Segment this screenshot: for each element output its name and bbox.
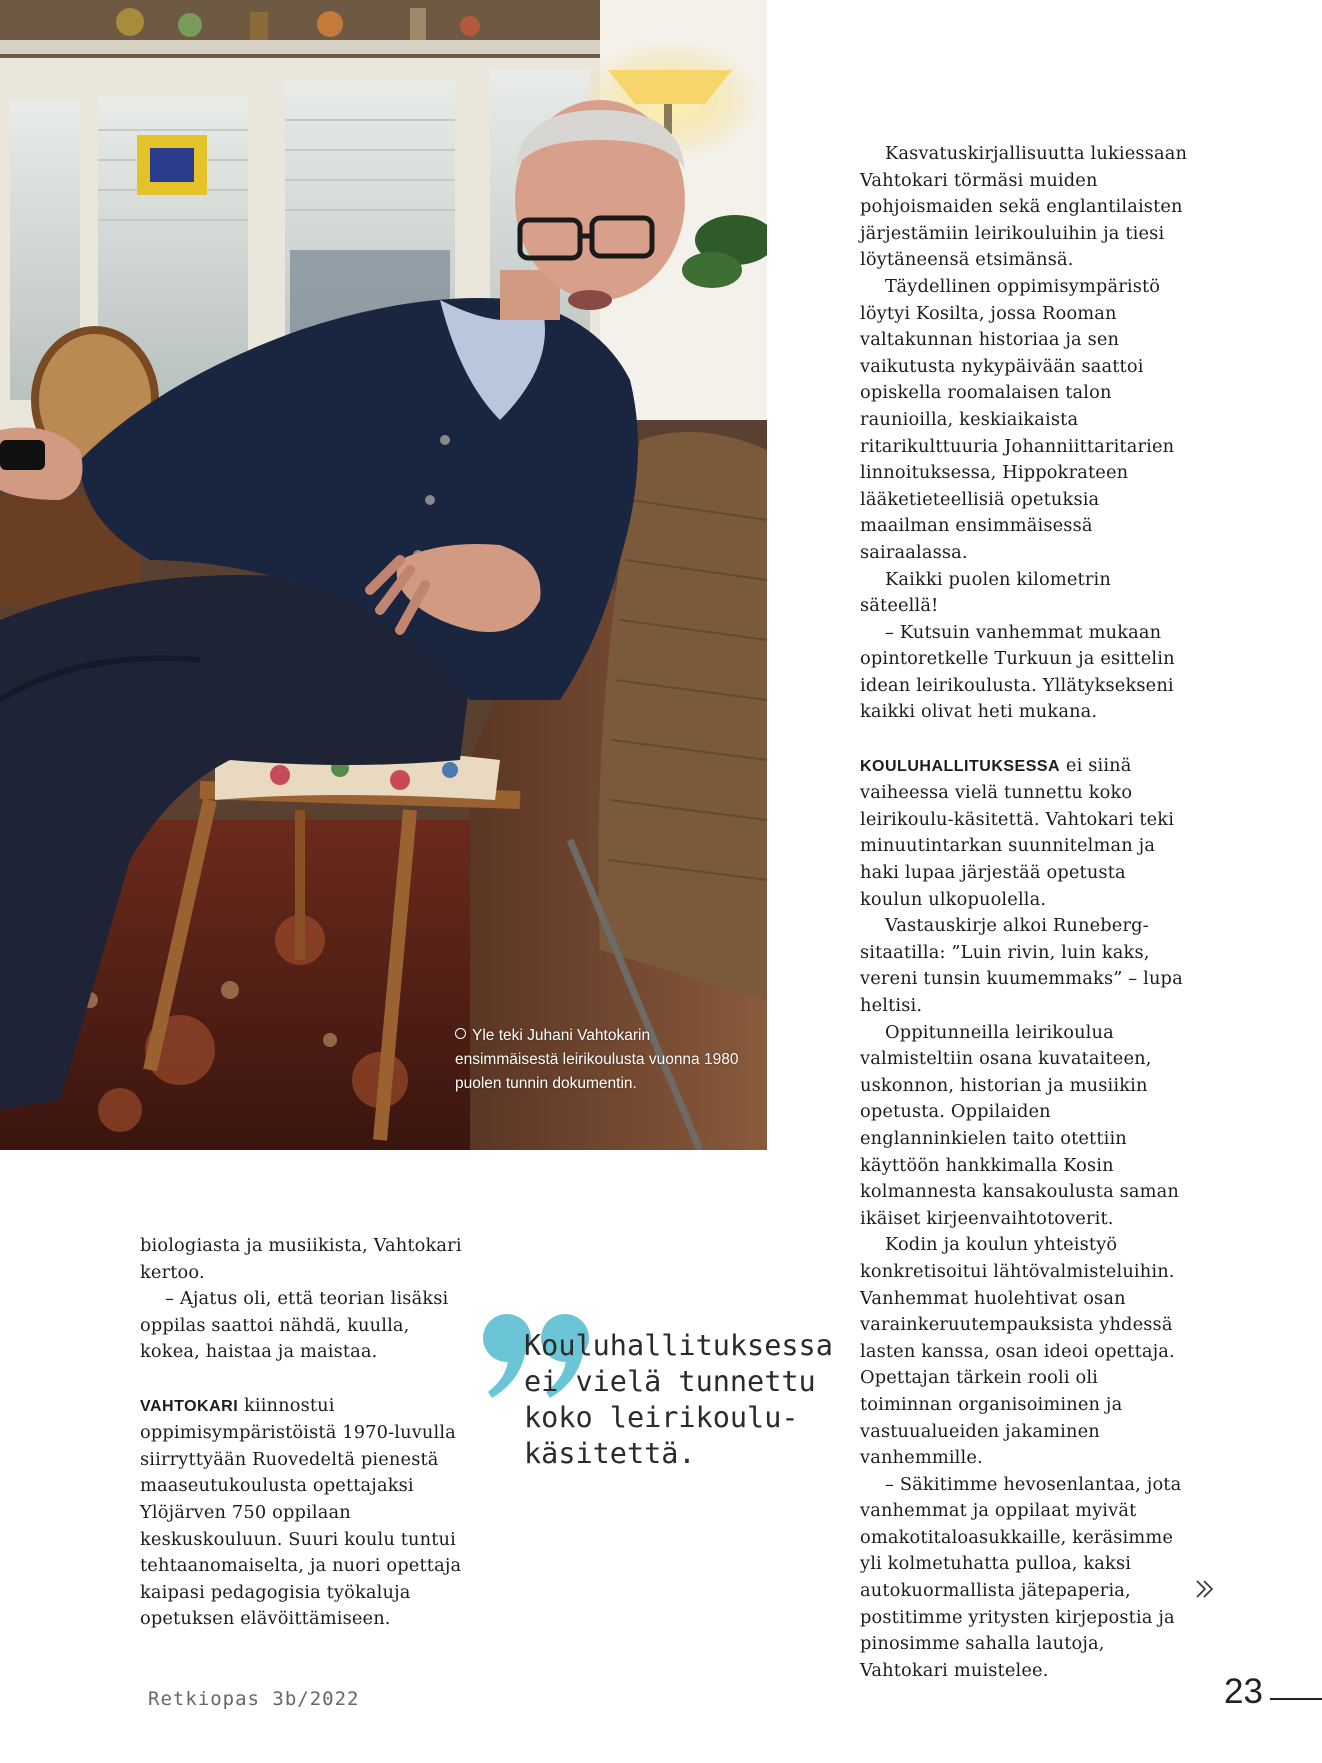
caption-bullet-icon xyxy=(455,1028,466,1039)
section-lead-word: VAHTOKARI xyxy=(140,1397,239,1415)
paragraph-text: ei siinä vaiheessa vielä tunnettu koko leirikoulu-käsitettä. Vahtokari teki minuutintarkan suunnitelman ja haki lupaa järjestää opetusta koulun ulkopuolella. xyxy=(860,754,1175,910)
paragraph: Oppitunneilla leirikoulua valmisteltiin osana kuvataiteen, uskonnon, historian ja musiikin opetusta. Oppilaiden englanninkielen taito otettiin käyttöön hankkimalla Kosin kolmannesta kansakoulusta saman ikäiset kirjeenvaihtotoverit. xyxy=(860,1021,1180,1229)
paragraph: – Ajatus oli, että teorian lisäksi oppilas saattoi nähdä, kuulla, kokea, haistaa ja maistaa. xyxy=(140,1288,449,1363)
photo-caption xyxy=(455,1024,755,1096)
article-photo xyxy=(0,0,767,1150)
paragraph: Täydellinen oppimisympäristö löytyi Kosilta, jossa Rooman valtakunnan historiaa ja sen vaikutusta nykypäivään saattoi opiskella roomalaisen talon raunioilla, keskiaikaista ritarikulttuuria Johanniittaritarien linnoituksessa, Hippokrateen lääketieteellisiä opetuksia maailman ensimmäisessä sairaalassa. xyxy=(860,275,1175,563)
caption-text: Yle teki Juhani Vahtokarin ensimmäisestä leirikoulusta vuonna 1980 puolen tunnin dokumentin. xyxy=(455,1027,739,1092)
pull-quote: Kouluhallituksessa ei vielä tunnettu koko leirikoulu- käsitettä. xyxy=(524,1329,833,1470)
paragraph: Kasvatuskirjallisuutta lukiessaan Vahtokari törmäsi muiden pohjoismaiden sekä englantilaisten järjestämiin leirikouluihin ja tiesi löytäneensä etsimänsä. xyxy=(860,143,1188,271)
article-column-left xyxy=(140,1233,470,1633)
paragraph: Vastauskirje alkoi Runeberg-sitaatilla: ”Luin rivin, luin kaks, vereni tunsin kuumemmaks” – lupa heltisi. xyxy=(860,915,1183,1016)
publication-folio: Retkiopas 3b/2022 xyxy=(148,1688,360,1710)
section-lead-word: KOULUHALLITUKSESSA xyxy=(860,757,1061,775)
double-chevron-right-icon xyxy=(1194,1578,1216,1600)
page-number: 23 xyxy=(1224,1672,1263,1711)
paragraph: – Säkitimme hevosenlantaa, jota vanhemmat ja oppilaat myivät omakotitaloasukkaille, keräsimme yli kolmetuhatta pulloa, kaksi autokuormallista jätepaperia, postitimme yritysten kirjepostia ja pinosimme sahalla lautoja, Vahtokari muistelee. xyxy=(860,1473,1182,1681)
paragraph: Kodin ja koulun yhteistyö konkretisoitui lähtövalmisteluihin. Vanhemmat huolehtivat osan varainkeruutempauksista yhdessä lasten kanssa, osan ideoi opettaja. Opettajan tärkein rooli oli toiminnan organisoiminen ja vastuualueiden jakaminen vanhemmille. xyxy=(860,1234,1175,1469)
paragraph: – Kutsuin vanhemmat mukaan opintoretkelle Turkuun ja esittelin idean leirikoulusta. Yllätyksekseni kaikki olivat heti mukana. xyxy=(860,621,1175,723)
photo-illustration xyxy=(0,0,767,1150)
paragraph: Kaikki puolen kilometrin säteellä! xyxy=(860,568,1111,617)
paragraph-section-start xyxy=(860,753,1190,914)
paragraph-section-start xyxy=(140,1393,470,1633)
page-number-rule xyxy=(1270,1698,1322,1700)
paragraph: biologiasta ja musiikista, Vahtokari kertoo. xyxy=(140,1235,462,1283)
paragraph-text: kiinnostui oppimisympäristöistä 1970-luvulla siirryttyään Ruovedeltä pienestä maaseutukoulusta opettajaksi Ylöjärven 750 oppilaan keskuskouluun. Suuri koulu tuntui tehtaanomaiselta, ja nuori opettaja kaipasi pedagogisia työkaluja opetuksen elävöittämiseen. xyxy=(140,1394,462,1630)
article-column-right xyxy=(860,141,1190,1684)
